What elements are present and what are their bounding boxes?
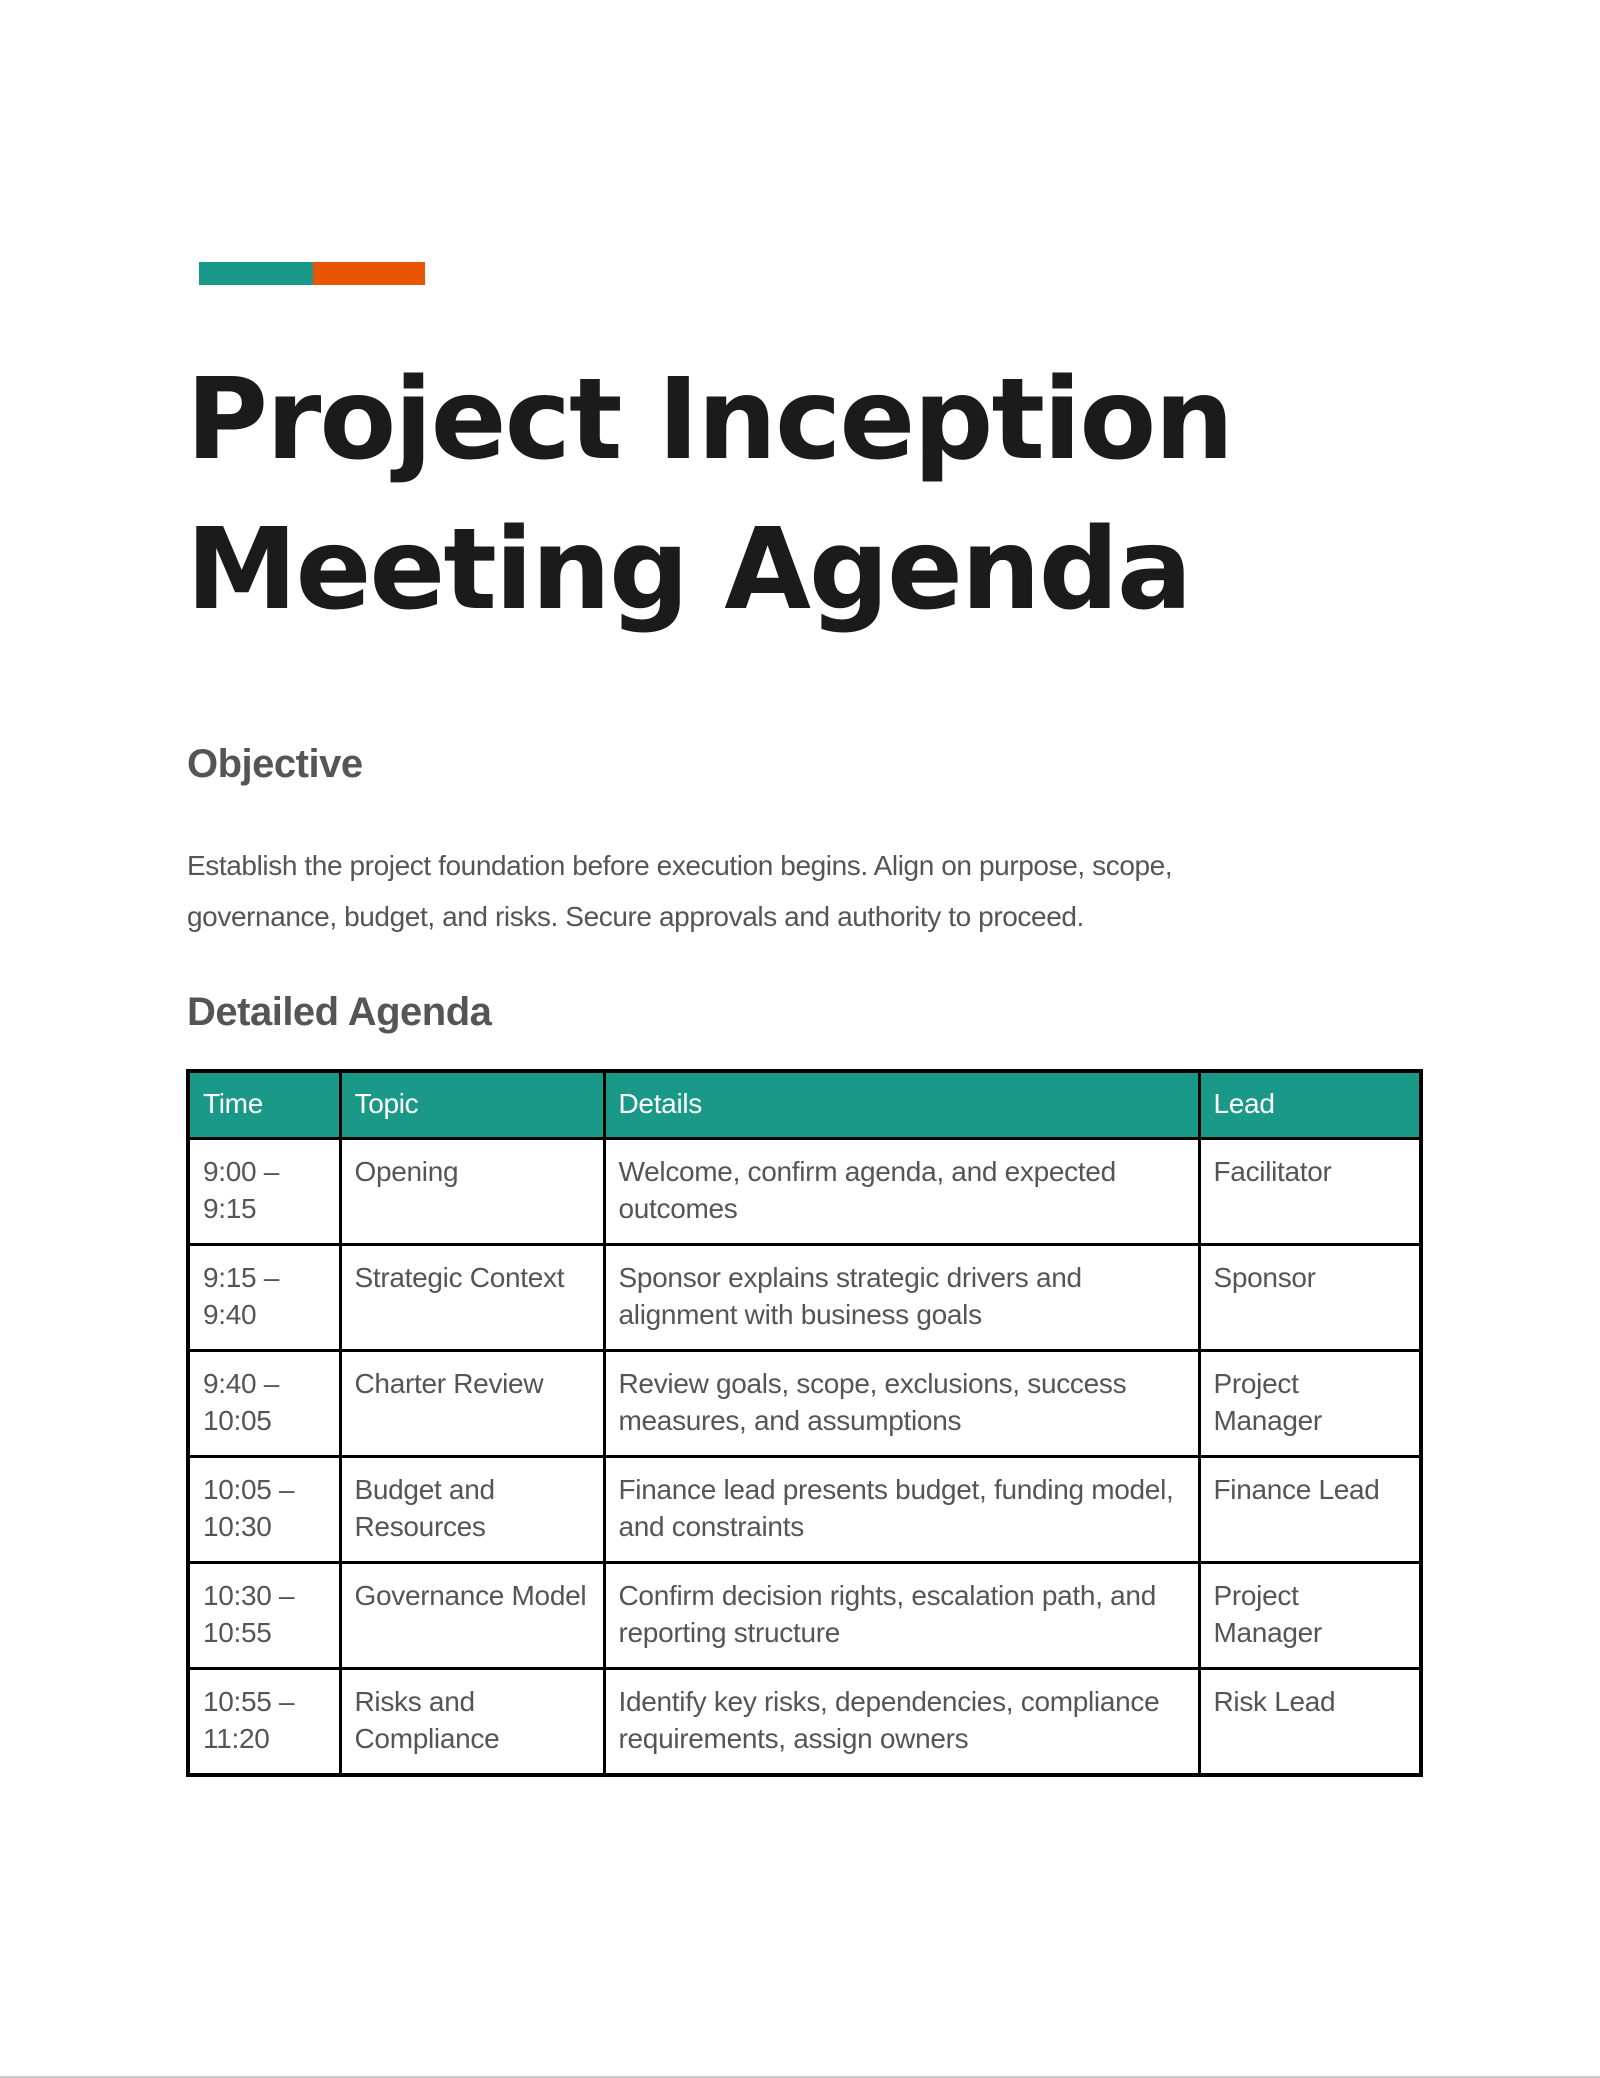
page-title-line-1: Project Inception bbox=[186, 355, 1233, 485]
page-title-line-2: Meeting Agenda bbox=[186, 505, 1191, 635]
cell-time: 9:00 – 9:15 bbox=[188, 1139, 340, 1245]
table-row bbox=[188, 1351, 1421, 1457]
table-row bbox=[188, 1139, 1421, 1245]
cell-time: 9:40 – 10:05 bbox=[188, 1351, 340, 1457]
cell-lead: Finance Lead bbox=[1199, 1457, 1421, 1563]
table-row bbox=[188, 1669, 1421, 1776]
accent-bar-orange-segment bbox=[313, 262, 425, 285]
cell-details: Sponsor explains strategic drivers and alignment with business goals bbox=[604, 1245, 1199, 1351]
agenda-table bbox=[186, 1069, 1423, 1777]
cell-topic: Risks and Compliance bbox=[340, 1669, 604, 1776]
cell-details: Review goals, scope, exclusions, success measures, and assumptions bbox=[604, 1351, 1199, 1457]
cell-lead: Project Manager bbox=[1199, 1351, 1421, 1457]
cell-lead: Project Manager bbox=[1199, 1563, 1421, 1669]
cell-topic: Budget and Resources bbox=[340, 1457, 604, 1563]
column-header-topic: Topic bbox=[340, 1071, 604, 1139]
cell-topic: Strategic Context bbox=[340, 1245, 604, 1351]
cell-details: Identify key risks, dependencies, compliance requirements, assign owners bbox=[604, 1669, 1199, 1776]
column-header-time: Time bbox=[188, 1071, 340, 1139]
objective-text-line-2: governance, budget, and risks. Secure approvals and authority to proceed. bbox=[187, 901, 1084, 932]
column-header-details: Details bbox=[604, 1071, 1199, 1139]
cell-time: 10:55 – 11:20 bbox=[188, 1669, 340, 1776]
objective-text-line-1: Establish the project foundation before execution begins. Align on purpose, scope, bbox=[187, 850, 1173, 881]
detailed-agenda-heading: Detailed Agenda bbox=[187, 990, 492, 1034]
objective-heading: Objective bbox=[187, 742, 363, 786]
cell-lead: Facilitator bbox=[1199, 1139, 1421, 1245]
cell-topic: Governance Model bbox=[340, 1563, 604, 1669]
cell-time: 10:05 – 10:30 bbox=[188, 1457, 340, 1563]
cell-lead: Sponsor bbox=[1199, 1245, 1421, 1351]
page-title bbox=[186, 345, 1486, 645]
cell-lead: Risk Lead bbox=[1199, 1669, 1421, 1776]
column-header-lead: Lead bbox=[1199, 1071, 1421, 1139]
objective-text bbox=[187, 840, 1337, 942]
cell-topic: Opening bbox=[340, 1139, 604, 1245]
agenda-table-header-row bbox=[188, 1071, 1421, 1139]
cell-time: 10:30 – 10:55 bbox=[188, 1563, 340, 1669]
accent-bar bbox=[199, 262, 425, 285]
cell-details: Welcome, confirm agenda, and expected outcomes bbox=[604, 1139, 1199, 1245]
table-row bbox=[188, 1245, 1421, 1351]
table-row bbox=[188, 1457, 1421, 1563]
cell-details: Confirm decision rights, escalation path, and reporting structure bbox=[604, 1563, 1199, 1669]
accent-bar-teal-segment bbox=[199, 262, 313, 285]
cell-time: 9:15 – 9:40 bbox=[188, 1245, 340, 1351]
cell-topic: Charter Review bbox=[340, 1351, 604, 1457]
cell-details: Finance lead presents budget, funding model, and constraints bbox=[604, 1457, 1199, 1563]
table-row bbox=[188, 1563, 1421, 1669]
